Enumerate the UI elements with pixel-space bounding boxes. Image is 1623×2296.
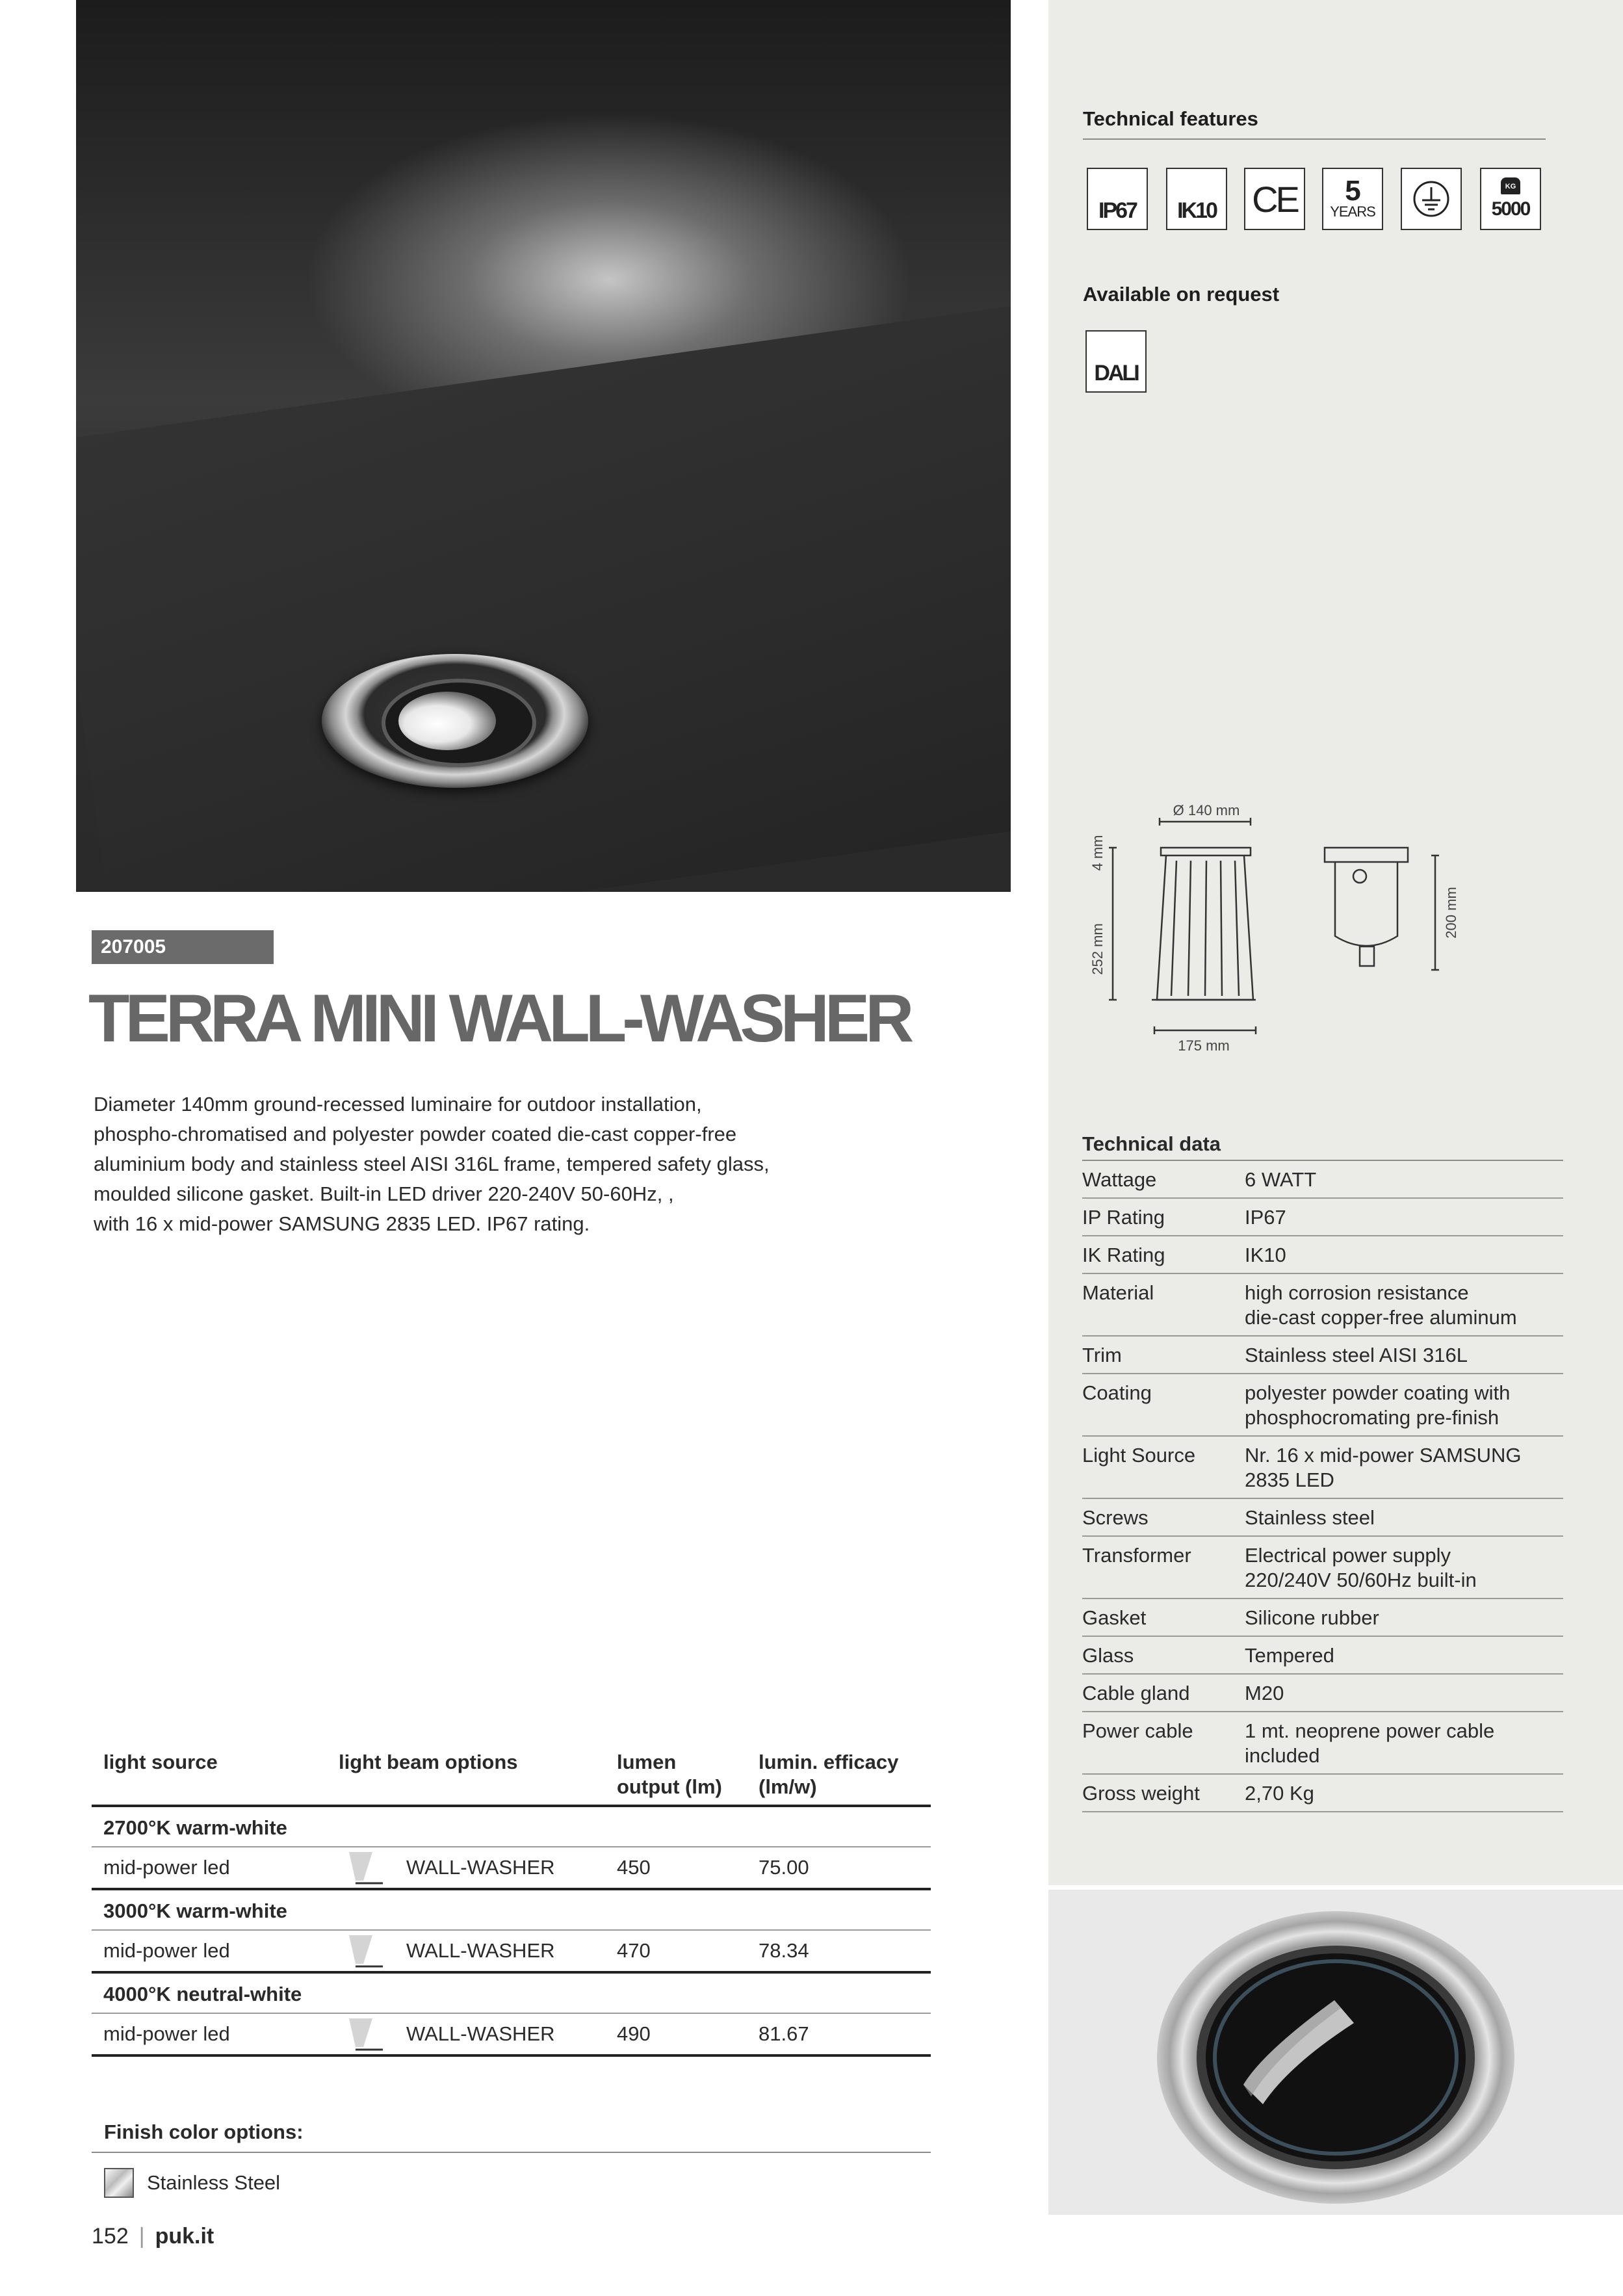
diameter-label: Ø 140 mm bbox=[1173, 802, 1240, 818]
table-row: Power cable 1 mt. neoprene power cable included bbox=[1082, 1712, 1563, 1775]
light-table-header: light source light beam options lumen output (lm) lumin. efficacy (lm/w) bbox=[92, 1750, 931, 1807]
table-row: mid-power led WALL-WASHER 490 81.67 bbox=[92, 2014, 931, 2057]
finish-rule bbox=[92, 2152, 931, 2153]
wall-washer-beam-icon bbox=[346, 2016, 384, 2052]
available-on-request-title: Available on request bbox=[1083, 283, 1280, 306]
group-title: 2700°K warm-white bbox=[92, 1807, 931, 1847]
load-icon: KG 5000 bbox=[1480, 168, 1541, 230]
finish-title: Finish color options: bbox=[104, 2120, 304, 2143]
stainless-steel-swatch bbox=[104, 2168, 134, 2198]
table-row: Material high corrosion resistance die-cast copper-free aluminum bbox=[1082, 1274, 1563, 1337]
product-photo bbox=[1048, 1890, 1623, 2215]
ik10-icon: IK10 bbox=[1166, 168, 1227, 230]
table-row: IK Rating IK10 bbox=[1082, 1236, 1563, 1274]
table-row: Gasket Silicone rubber bbox=[1082, 1599, 1563, 1637]
warranty-icon: 5 YEARS bbox=[1322, 168, 1383, 230]
table-row: mid-power led WALL-WASHER 470 78.34 bbox=[92, 1931, 931, 1974]
technical-drawing bbox=[1079, 793, 1482, 1066]
table-row: Transformer Electrical power supply 220/240V 50/60Hz built-in bbox=[1082, 1537, 1563, 1599]
side-height-label: 200 mm bbox=[1443, 887, 1459, 939]
hero-photo bbox=[76, 0, 1011, 892]
table-row: Coating polyester powder coating with phosphocromating pre-finish bbox=[1082, 1374, 1563, 1437]
wall-washer-beam-icon bbox=[346, 1933, 384, 1969]
technical-features-title: Technical features bbox=[1083, 107, 1258, 130]
class1-earth-icon bbox=[1401, 168, 1462, 230]
site-link[interactable]: puk.it bbox=[155, 2224, 214, 2249]
technical-data-title: Technical data bbox=[1082, 1132, 1563, 1161]
technical-features-rule bbox=[1083, 138, 1546, 140]
table-row: Light Source Nr. 16 x mid-power SAMSUNG 2835 LED bbox=[1082, 1437, 1563, 1499]
table-row: Trim Stainless steel AISI 316L bbox=[1082, 1337, 1563, 1374]
weight-icon: KG bbox=[1501, 177, 1520, 194]
table-row: Cable gland M20 bbox=[1082, 1675, 1563, 1712]
width-label: 175 mm bbox=[1178, 1037, 1230, 1054]
table-row: Wattage 6 WATT bbox=[1082, 1161, 1563, 1199]
ip67-icon: IP67 bbox=[1087, 168, 1148, 230]
table-row: Gross weight 2,70 Kg bbox=[1082, 1775, 1563, 1812]
table-row: IP Rating IP67 bbox=[1082, 1199, 1563, 1236]
table-row: Glass Tempered bbox=[1082, 1637, 1563, 1675]
dali-icon: DALI bbox=[1085, 330, 1147, 393]
product-description: Diameter 140mm ground-recessed luminaire for outdoor installation, phospho-chromatised and polyester powder coated die-cast copper-free aluminium body and stainless steel AISI 316L frame, tempered safety glass, moulded silicone gasket. Built-in LED driver 220-240V 50-60Hz, , with 16 x mid-power SAMSUNG 2835 LED. IP67 rating. bbox=[94, 1093, 770, 1235]
body-height-label: 252 mm bbox=[1089, 923, 1106, 975]
finish-label: Stainless Steel bbox=[147, 2171, 281, 2194]
page-number: 152 bbox=[92, 2224, 129, 2249]
table-row: Screws Stainless steel bbox=[1082, 1499, 1563, 1537]
light-source-table bbox=[92, 1750, 931, 2057]
luminaire-ring bbox=[322, 654, 588, 788]
group-title: 3000°K warm-white bbox=[92, 1890, 931, 1931]
wall-washer-beam-icon bbox=[346, 1849, 384, 1886]
page-footer: 152 | puk.it bbox=[92, 2224, 214, 2249]
technical-data-table bbox=[1082, 1132, 1563, 1812]
table-row: mid-power led WALL-WASHER 450 75.00 bbox=[92, 1847, 931, 1890]
product-code: 207005 bbox=[92, 930, 274, 964]
product-title: TERRA MINI WALL-WASHER bbox=[88, 981, 910, 1056]
group-title: 4000°K neutral-white bbox=[92, 1974, 931, 2014]
top-height-label: 4 mm bbox=[1089, 835, 1106, 871]
ce-icon: CE bbox=[1244, 168, 1305, 230]
